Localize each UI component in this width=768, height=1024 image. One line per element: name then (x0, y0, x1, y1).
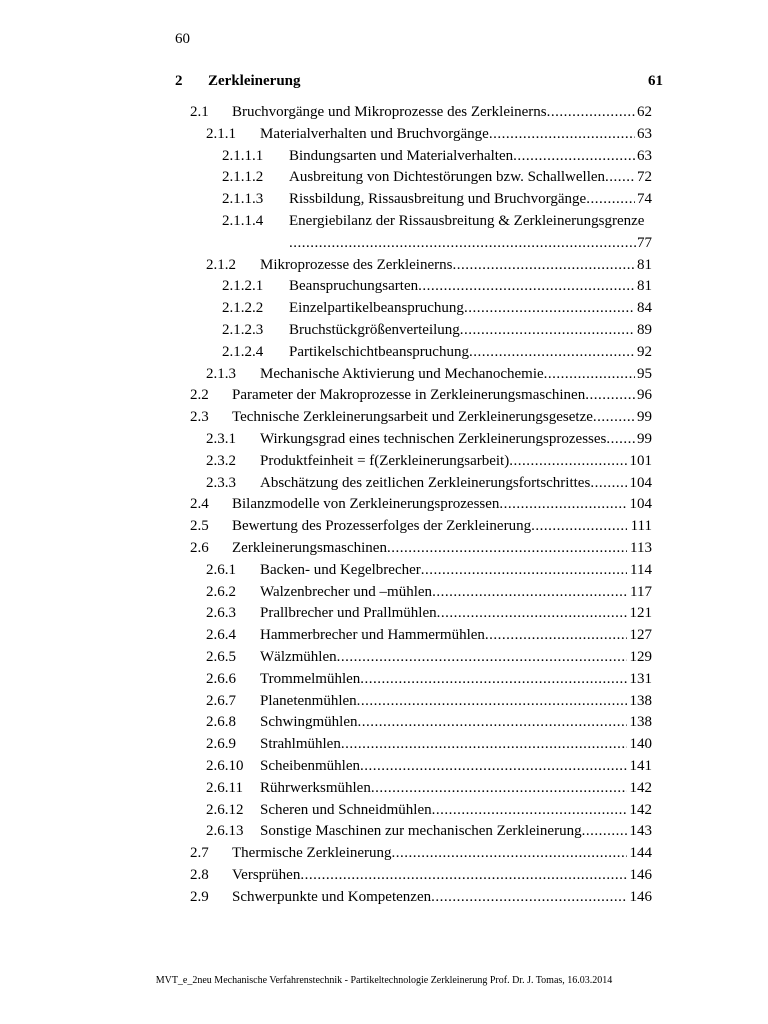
toc-entry-title: Strahlmühlen (260, 736, 341, 753)
toc-entry-title: Versprühen (232, 867, 301, 883)
toc-entry[interactable] (0, 800, 768, 820)
toc-leader-dots (585, 385, 635, 405)
toc-entry-page: 99 (637, 409, 652, 426)
toc-leader-dots (452, 255, 635, 275)
toc-entry-page: 146 (629, 867, 652, 883)
toc-entry[interactable] (0, 560, 768, 580)
toc-leader-dots (586, 189, 635, 209)
toc-entry-page: 99 (637, 431, 652, 447)
toc-entry-number: 2.1.2.1 (222, 278, 264, 295)
toc-leader-dots (509, 451, 627, 471)
toc-entry-page: 140 (629, 736, 652, 753)
toc-entry-title: Scheren und Schneidmühlen (260, 801, 432, 818)
toc-entry[interactable] (0, 778, 768, 798)
toc-entry-title: Planetenmühlen (260, 692, 357, 709)
chapter-page: 61 (648, 73, 663, 89)
toc-leader-dots (432, 582, 627, 602)
toc-entry-number: 2.3.3 (206, 474, 236, 491)
toc-leader-dots (300, 865, 627, 885)
toc-entry[interactable] (0, 821, 768, 841)
toc-entry-page: 62 (637, 104, 652, 120)
toc-entry-page: 84 (637, 300, 652, 317)
toc-leader-dots (341, 734, 627, 754)
toc-leader-dots (606, 429, 635, 449)
toc-leader-dots (357, 691, 627, 711)
toc-entry-number: 2.1 (190, 104, 209, 120)
toc-entry-title: Bruchvorgänge und Mikroprozesse des Zerkleinerns (232, 104, 547, 120)
toc-entry-number: 2.6 (190, 540, 209, 556)
toc-entry[interactable] (0, 887, 768, 907)
toc-entry[interactable] (0, 734, 768, 754)
toc-entry[interactable] (0, 494, 768, 514)
toc-entry-title: Wälzmühlen (260, 649, 337, 665)
toc-entry-number: 2.5 (190, 518, 209, 535)
toc-leader-dots (531, 516, 627, 536)
toc-leader-dots (547, 102, 635, 122)
toc-entry-number: 2.6.3 (206, 605, 236, 622)
toc-entry-page: 63 (637, 125, 652, 142)
toc-entry[interactable] (0, 691, 768, 711)
toc-entry-title: Partikelschichtbeanspruchung (289, 343, 469, 360)
toc-entry-title: Sonstige Maschinen zur mechanischen Zerkleinerung (260, 823, 582, 840)
toc-entry[interactable] (0, 756, 768, 776)
toc-entry-number: 2.6.9 (206, 736, 236, 753)
page-number: 60 (175, 31, 190, 47)
toc-entry-title: Bindungsarten und Materialverhalten (289, 147, 514, 164)
toc-entry-number: 2.1.2 (206, 256, 236, 273)
toc-leader-dots (432, 800, 627, 820)
toc-entry-number: 2.1.1.1 (222, 147, 264, 164)
toc-entry-page: 111 (630, 518, 652, 535)
toc-entry-page: 63 (637, 147, 652, 164)
toc-entry-number: 2.1.1.2 (222, 169, 264, 186)
toc-entry[interactable] (0, 276, 768, 296)
toc-entry-page: 138 (629, 692, 652, 709)
toc-entry[interactable] (0, 625, 768, 645)
toc-entry-page: 92 (637, 343, 652, 360)
toc-entry[interactable] (0, 255, 768, 275)
toc-entry-title: Energiebilanz der Rissausbreitung & Zerkleinerungsgrenze (289, 213, 645, 229)
toc-entry-number: 2.6.2 (206, 583, 236, 600)
toc-entry-page: 95 (637, 365, 652, 382)
toc-leader-dots (464, 298, 635, 318)
toc-entry[interactable] (0, 342, 768, 362)
toc-entry[interactable] (0, 146, 768, 166)
toc-leader-dots (489, 124, 635, 144)
toc-entry-title: Abschätzung des zeitlichen Zerkleinerungsfortschrittes (260, 474, 591, 491)
toc-entry-title: Produktfeinheit = f(Zerkleinerungsarbeit) (260, 452, 510, 469)
toc-entry-title: Mikroprozesse des Zerkleinerns (260, 256, 453, 273)
toc-entry-number: 2.3 (190, 409, 209, 426)
toc-leader-dots (485, 625, 627, 645)
toc-entry-number: 2.6.6 (206, 670, 236, 687)
toc-leader-dots (421, 560, 627, 580)
toc-entry-number: 2.1.3 (206, 365, 236, 382)
toc-entry[interactable] (0, 124, 768, 144)
toc-entry[interactable] (0, 429, 768, 449)
toc-entry-number: 2.6.4 (206, 627, 236, 644)
toc-leader-dots (431, 887, 627, 907)
toc-leader-dots (544, 364, 635, 384)
toc-entry-number: 2.6.12 (206, 801, 244, 818)
toc-entry-title: Ausbreitung von Dichtestörungen bzw. Schallwellen (289, 169, 606, 186)
toc-entry-page: 117 (630, 583, 652, 600)
toc-entry[interactable] (0, 167, 768, 187)
toc-leader-dots (337, 647, 627, 667)
toc-entry[interactable] (0, 582, 768, 602)
toc-entry-page: 146 (629, 888, 652, 905)
toc-entry-page: 72 (637, 169, 652, 186)
toc-leader-dots (360, 756, 627, 776)
toc-entry[interactable] (0, 211, 768, 231)
toc-entry-number: 2.3.2 (206, 452, 236, 469)
toc-entry[interactable] (0, 407, 768, 427)
toc-leader-dots (460, 320, 635, 340)
toc-entry-page: 143 (629, 823, 652, 840)
toc-entry-page: 96 (637, 387, 652, 404)
toc-entry-page: 127 (629, 627, 652, 644)
toc-leader-dots (469, 342, 635, 362)
toc-entry-title: Trommelmühlen (260, 670, 361, 687)
toc-entry[interactable] (0, 473, 768, 493)
toc-entry-title: Walzenbrecher und –mühlen (260, 583, 433, 600)
toc-leader-dots (590, 473, 627, 493)
toc-entry-page: 129 (629, 649, 652, 665)
toc-leader-dots (418, 276, 635, 296)
toc-entry-page: 131 (629, 670, 652, 687)
toc-leader-dots (605, 167, 635, 187)
toc-entry-continuation[interactable] (289, 233, 652, 253)
toc-entry-title: Bruchstückgrößenverteilung (289, 322, 460, 338)
toc-entry-page: 74 (637, 191, 652, 208)
toc-entry[interactable] (0, 385, 768, 405)
toc-entry-number: 2.6.10 (206, 758, 244, 774)
toc-entry[interactable] (0, 451, 768, 471)
toc-leader-dots (387, 538, 627, 558)
toc-entry-number: 2.1.1 (206, 125, 236, 142)
toc-entry-title: Wirkungsgrad eines technischen Zerkleinerungsprozesses (260, 431, 607, 447)
toc-entry-title: Hammerbrecher und Hammermühlen (260, 627, 485, 644)
chapter-title: Zerkleinerung (208, 73, 301, 89)
toc-entry-page: 81 (637, 278, 652, 295)
toc-entry-page: 104 (629, 496, 652, 513)
toc-entry-page: 81 (637, 256, 652, 273)
toc-entry-title: Zerkleinerungsmaschinen (232, 540, 387, 556)
toc-entry[interactable] (0, 320, 768, 340)
toc-entry-number: 2.1.1.4 (222, 213, 264, 229)
toc-entry-title: Rührwerksmühlen (260, 779, 371, 796)
toc-entry[interactable] (0, 516, 768, 536)
page-footer: MVT_e_2neu Mechanische Verfahrenstechnik - Partikeltechnologie Zerkleinerung Prof. Dr. J. Tomas, 16.03.2014 (155, 975, 613, 986)
toc-entry[interactable] (0, 538, 768, 558)
chapter-number: 2 (175, 73, 183, 89)
toc-entry-number: 2.6.8 (206, 714, 236, 731)
toc-entry-page: 104 (629, 474, 652, 491)
toc-entry-title: Mechanische Aktivierung und Mechanochemie (260, 365, 544, 382)
toc-entry[interactable] (0, 865, 768, 885)
toc-entry-number: 2.7 (190, 845, 209, 862)
toc-entry[interactable] (0, 712, 768, 732)
toc-leader-dots (289, 233, 637, 253)
toc-entry-page: 121 (629, 605, 652, 622)
toc-entry[interactable] (0, 189, 768, 209)
toc-entry-number: 2.6.5 (206, 649, 236, 665)
toc-leader-dots (499, 494, 627, 514)
toc-entry-title: Prallbrecher und Prallmühlen (260, 605, 437, 622)
toc-entry-title: Technische Zerkleinerungsarbeit und Zerkleinerungsgesetze (232, 409, 593, 426)
toc-entry[interactable] (0, 647, 768, 667)
toc-entry[interactable] (0, 603, 768, 623)
toc-entry-title: Scheibenmühlen (260, 758, 360, 774)
toc-entry-title: Thermische Zerkleinerung (232, 845, 392, 862)
toc-entry-page: 144 (629, 845, 652, 862)
toc-entry-number: 2.1.2.4 (222, 343, 264, 360)
toc-entry-title: Einzelpartikelbeanspruchung (289, 300, 464, 317)
toc-entry-number: 2.4 (190, 496, 209, 513)
toc-entry-title: Backen- und Kegelbrecher (260, 561, 421, 578)
toc-entry-number: 2.6.7 (206, 692, 236, 709)
toc-entry[interactable] (0, 843, 768, 863)
toc-entry-number: 2.1.1.3 (222, 191, 264, 208)
toc-leader-dots (582, 821, 627, 841)
toc-entry-page: 141 (629, 758, 652, 774)
toc-entry-page: 113 (630, 540, 652, 556)
toc-leader-dots (358, 712, 628, 732)
toc-entry-page: 77 (637, 234, 652, 251)
toc-entry-page: 101 (629, 452, 652, 469)
toc-entry-number: 2.2 (190, 387, 209, 404)
toc-leader-dots (437, 603, 627, 623)
toc-entry-number: 2.6.11 (206, 779, 243, 796)
toc-entry-number: 2.6.1 (206, 561, 236, 578)
toc-leader-dots (593, 407, 635, 427)
toc-entry-number: 2.1.2.2 (222, 300, 264, 317)
toc-entry-page: 89 (637, 322, 652, 338)
toc-entry[interactable] (0, 364, 768, 384)
toc-leader-dots (513, 146, 635, 166)
toc-entry-page: 114 (630, 561, 652, 578)
toc-entry-title: Rissbildung, Rissausbreitung und Bruchvorgänge (289, 191, 587, 208)
toc-entry-number: 2.6.13 (206, 823, 244, 840)
toc-leader-dots (360, 669, 627, 689)
toc-leader-dots (371, 778, 627, 798)
toc-entry-number: 2.8 (190, 867, 209, 883)
toc-entry[interactable] (0, 298, 768, 318)
toc-entry-page: 142 (629, 779, 652, 796)
toc-entry-title: Schwingmühlen (260, 714, 358, 731)
toc-entry[interactable] (0, 102, 768, 122)
toc-entry-title: Bewertung des Prozesserfolges der Zerkleinerung (232, 518, 532, 535)
toc-entry-page: 138 (629, 714, 652, 731)
toc-entry-number: 2.3.1 (206, 431, 236, 447)
toc-entry-number: 2.1.2.3 (222, 322, 264, 338)
toc-entry-number: 2.9 (190, 888, 209, 905)
toc-entry-title: Schwerpunkte und Kompetenzen (232, 888, 432, 905)
toc-leader-dots (392, 843, 627, 863)
toc-entry-title: Beanspruchungsarten (289, 278, 419, 295)
toc-entry-title: Bilanzmodelle von Zerkleinerungsprozessen (232, 496, 500, 513)
toc-entry-page: 142 (629, 801, 652, 818)
toc-entry-title: Parameter der Makroprozesse in Zerkleinerungsmaschinen (232, 387, 586, 404)
toc-entry[interactable] (0, 669, 768, 689)
toc-entry-title: Materialverhalten und Bruchvorgänge (260, 125, 489, 142)
